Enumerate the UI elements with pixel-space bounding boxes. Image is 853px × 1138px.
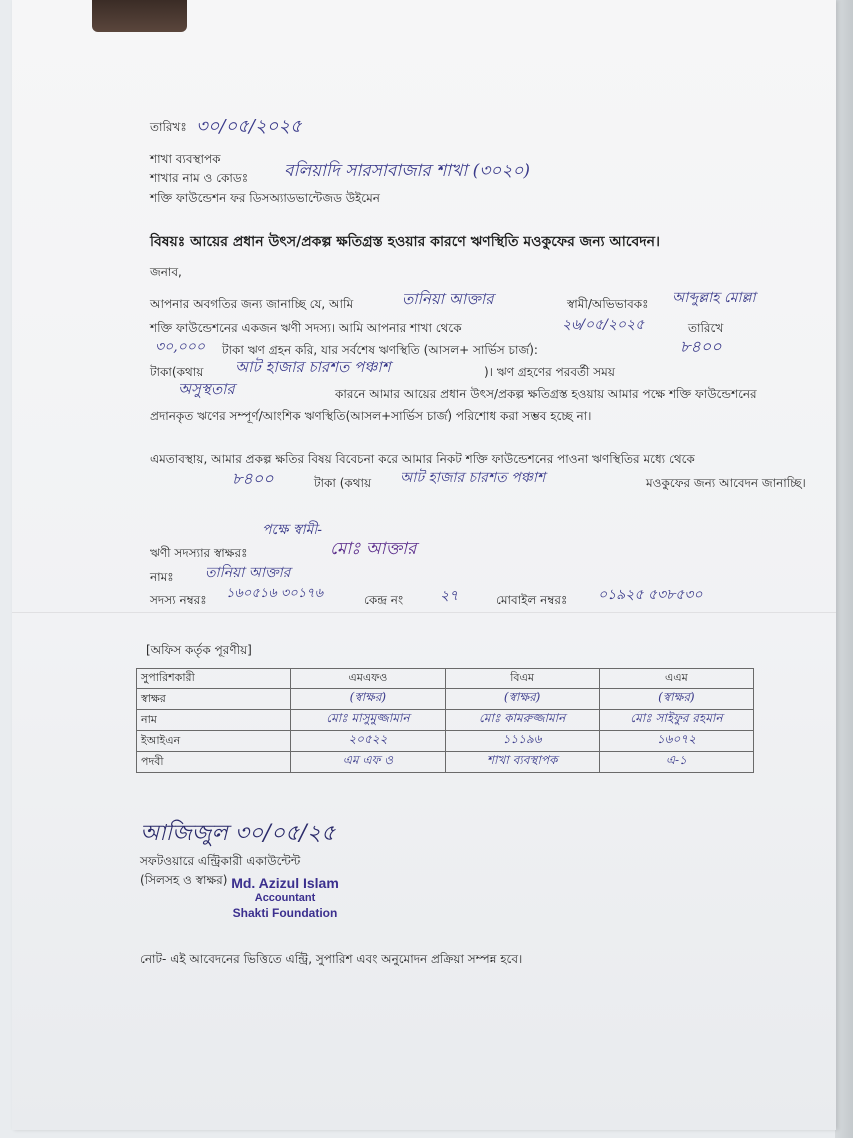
member-sign-label: ঋণী সদস্যার স্বাক্ষরঃ <box>150 546 248 560</box>
reason-hw: অসুস্থতার <box>178 380 235 398</box>
p2-text-2: টাকা (কথায় <box>314 476 372 490</box>
row-label: পদবী <box>137 752 291 773</box>
p2-text-1: এমতাবস্থায়, আমার প্রকল্প ক্ষতির বিষয় বিবেচনা করে আমার নিকট শক্তি ফাউন্ডেশনের পাওনা ঋণস্থিতির মধ্যে থেকে <box>150 452 695 466</box>
stamp-role: Accountant <box>254 892 316 904</box>
org-line: শক্তি ফাউন্ডেশন ফর ডিসঅ্যাডভান্টেজড উইমেন <box>150 191 380 205</box>
p1-text-1: আপনার অবগতির জন্য জানাচ্ছি যে, আমি <box>150 297 354 311</box>
table-row <box>137 710 754 731</box>
waiver-amount-hw: ৮৪০০ <box>232 469 274 488</box>
table-header: বিএম <box>445 669 599 689</box>
p1-text-6: টাকা(কথায় <box>150 365 204 379</box>
table-cell: মোঃ কামরুজ্জামান <box>445 710 599 731</box>
table-cell: শাখা ব্যবস্থাপক <box>445 752 599 773</box>
branch-value: বলিয়াদি সারসাবাজার শাখা (৩০২০) <box>284 161 531 181</box>
table-cell: (স্বাক্ষর) <box>445 689 599 710</box>
p1-text-3: শক্তি ফাউন্ডেশনের একজন ঋণী সদস্য। আমি আপনার শাখা থেকে <box>150 321 462 335</box>
loan-date-hw: ২৬/০৫/২০২৫ <box>562 317 645 333</box>
loan-amount-hw: ৩০,০০০ <box>155 339 205 355</box>
waiver-words-hw: আট হাজার চারশত পঞ্চাশ <box>400 470 546 486</box>
subject-line: বিষয়ঃ আয়ের প্রধান উৎস/প্রকল্প ক্ষতিগ্রস্ত হওয়ার কারণে ঋণস্থিতি মওকুফের জন্য আবেদন। <box>150 234 660 250</box>
member-no-label: সদস্য নম্বরঃ <box>150 593 207 607</box>
on-behalf-hw: পক্ষে স্বামী- <box>262 522 323 538</box>
balance-hw: ৮৪০০ <box>680 337 722 356</box>
binder-clip <box>92 0 187 32</box>
paper-fold <box>12 612 836 613</box>
p1-text-4: তারিখে <box>688 321 724 335</box>
center-hw: ২৭ <box>440 588 459 604</box>
row-label: নাম <box>137 710 291 731</box>
table-cell: মোঃ মাসুমুজ্জামান <box>291 710 445 731</box>
table-header: এএম <box>599 669 753 689</box>
table-cell: ২০৫২২ <box>291 731 445 752</box>
table-header: সুপারিশকারী <box>137 669 291 689</box>
center-label: কেন্দ্র নং <box>364 593 404 607</box>
accountant-signature: আজিজুল ৩০/০৫/২৫ <box>140 821 336 846</box>
salutation: জনাব, <box>150 265 182 279</box>
table-cell: (স্বাক্ষর) <box>291 689 445 710</box>
table-row <box>137 752 754 773</box>
accountant-title: সফটওয়ারে এন্ট্রিকারী একাউন্টেন্ট <box>140 854 301 868</box>
table-cell: ১৬০৭২ <box>599 731 753 752</box>
table-cell: এ-১ <box>599 752 753 773</box>
member-signature: মোঃ আক্তার <box>330 539 417 559</box>
table-cell: এম এফ ও <box>291 752 445 773</box>
date-label: তারিখঃ <box>150 120 187 134</box>
recommendation-table <box>136 668 754 773</box>
branch-label: শাখার নাম ও কোডঃ <box>150 171 249 185</box>
row-label: ইআইএন <box>137 731 291 752</box>
p2-text-3: মওকুফের জন্য আবেদন জানাচ্ছি। <box>646 476 806 490</box>
member-no-hw: ১৬০৫১৬ ৩০১৭৬ <box>226 586 324 601</box>
name-label: নামঃ <box>150 570 174 584</box>
accountant-note: (সিলসহ ও স্বাক্ষর) <box>140 873 228 887</box>
footnote: নোট- এই আবেদনের ভিত্তিতে এন্ট্রি, সুপারিশ এবং অনুমোদন প্রক্রিয়া সম্পন্ন হবে। <box>140 952 523 966</box>
p1-text-8: কারনে আমার আয়ের প্রধান উৎস/প্রকল্প ক্ষতিগ্রস্ত হওয়ায় আমার পক্ষে শক্তি ফাউন্ডেশনের প্রদানকৃত ঋণের সম্পূর্ণ/আংশিক ঋণস্থিতি(আসল+সার্ভিস চার্জ) পরিশোধ করা সম্ভব হচ্ছে না। <box>150 387 757 423</box>
office-use-label: [অফিস কর্তৃক পূরণীয়] <box>146 643 252 657</box>
table-cell: মোঃ সাইফুর রহমান <box>599 710 753 731</box>
mobile-label: মোবাইল নম্বরঃ <box>496 593 568 607</box>
p1-text-2: স্বামী/অভিভাবকঃ <box>567 297 649 311</box>
p1-text-7: )। ঋণ গ্রহণের পরবর্তী সময় <box>484 365 615 379</box>
recipient-title: শাখা ব্যবস্থাপক <box>150 152 221 166</box>
balance-words-hw: আট হাজার চারশত পঞ্চাশ <box>235 358 391 376</box>
date-value: ৩০/০৫/২০২৫ <box>196 116 302 137</box>
guardian-hw: আব্দুল্লাহ মোল্লা <box>672 290 756 306</box>
mobile-hw: ০১৯২৫ ৫৩৮৫৩০ <box>598 587 703 603</box>
table-row <box>137 731 754 752</box>
table-row <box>137 689 754 710</box>
row-label: স্বাক্ষর <box>137 689 291 710</box>
accountant-stamp <box>200 876 370 921</box>
stamp-name: Md. Azizul Islam <box>231 875 339 891</box>
table-cell: (স্বাক্ষর) <box>599 689 753 710</box>
background-edge <box>835 0 853 1138</box>
table-header-row <box>137 669 754 689</box>
table-cell: ১১১৯৬ <box>445 731 599 752</box>
member-name-hw: তানিয়া আক্তার <box>402 290 494 308</box>
stamp-org: Shakti Foundation <box>232 906 338 920</box>
table-header: এমএফও <box>291 669 445 689</box>
p1-text-5: টাকা ঋণ গ্রহন করি, যার সর্বশেষ ঋণস্থিতি (আসল+ সার্ভিস চার্জ): <box>222 343 538 357</box>
name-hw: তানিয়া আক্তার <box>205 565 291 581</box>
